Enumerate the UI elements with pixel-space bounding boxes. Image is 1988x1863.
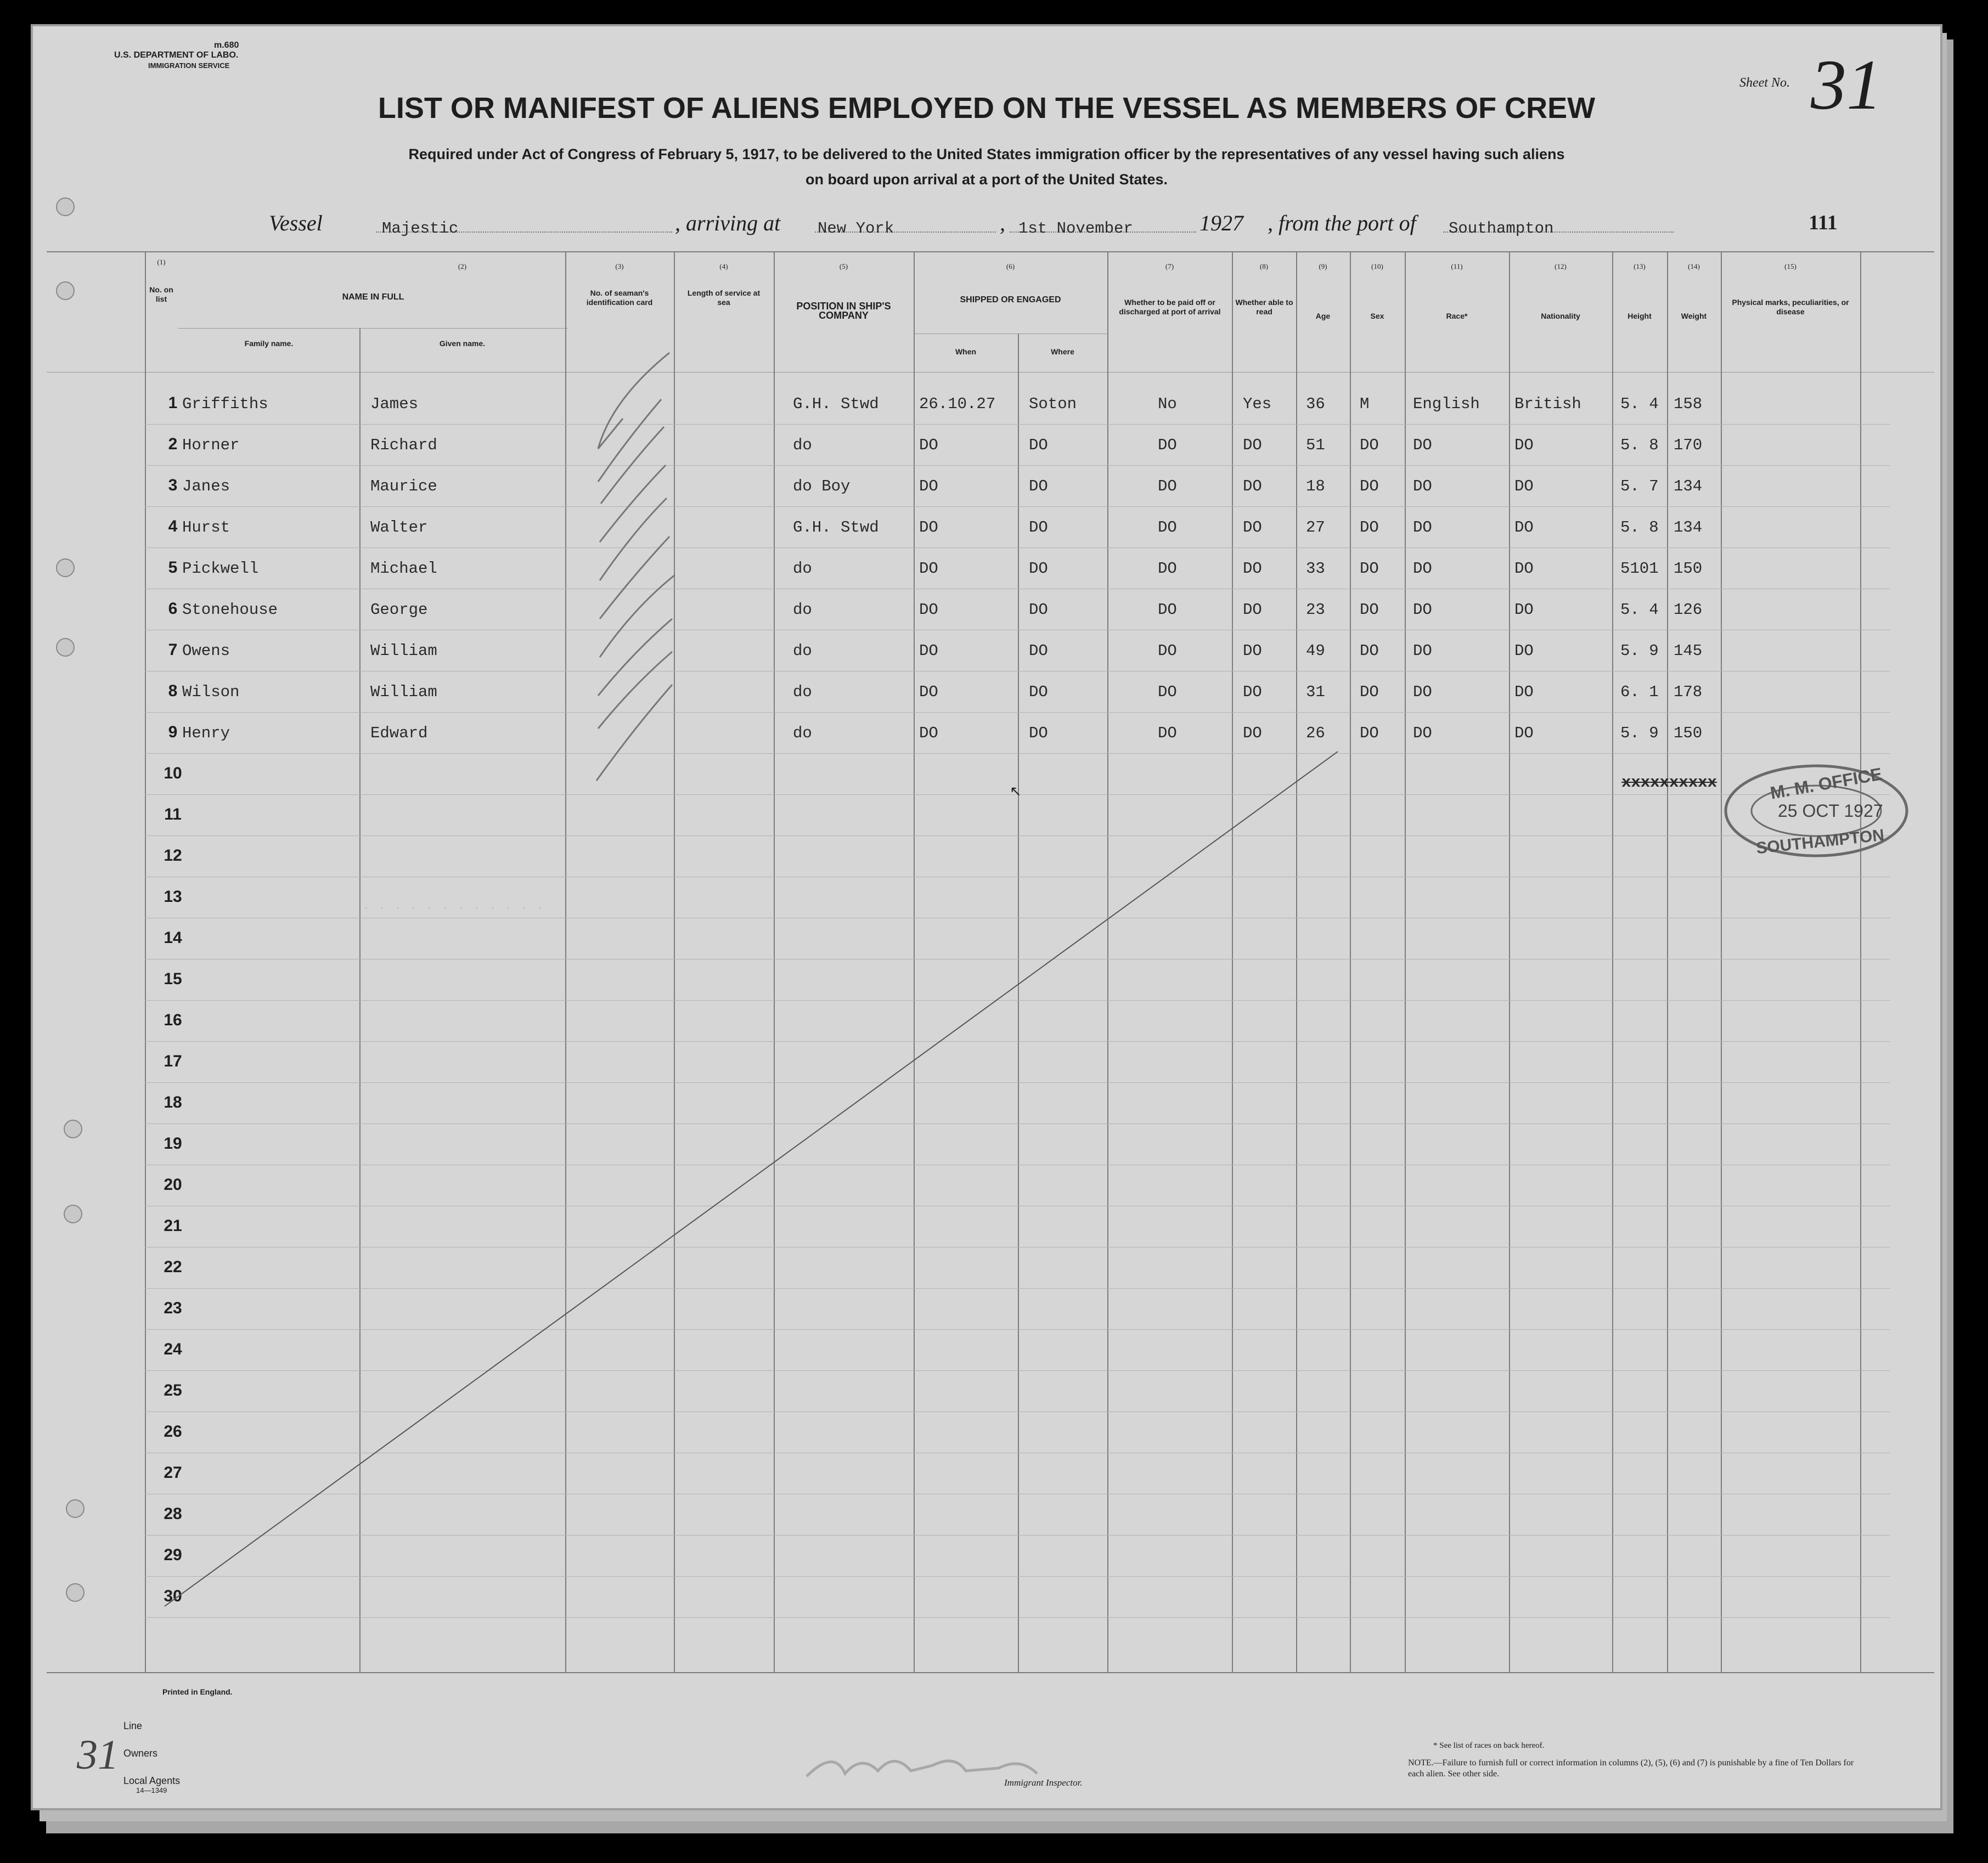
col-header-age: Age: [1315, 312, 1331, 320]
paid-off-cell: DO: [1158, 477, 1177, 495]
position-cell: G.H. Stwd: [793, 518, 879, 537]
handwritten-page-mark: 31: [77, 1732, 119, 1778]
col-header-sex: Sex: [1370, 312, 1384, 320]
given-name-cell: Maurice: [370, 477, 437, 495]
binder-hole: [56, 558, 75, 577]
row-number: 1: [168, 394, 178, 412]
height-cell: 5. 4: [1620, 601, 1659, 619]
position-cell: do: [793, 642, 812, 660]
struck-entry: xxxxxxxxxx: [1621, 774, 1717, 792]
given-name-cell: Edward: [370, 724, 428, 742]
race-cell: DO: [1413, 642, 1432, 660]
paid-off-cell: DO: [1158, 683, 1177, 701]
row-number: 11: [164, 805, 182, 823]
race-cell: DO: [1413, 518, 1432, 537]
nationality-cell: DO: [1514, 642, 1534, 660]
position-cell: G.H. Stwd: [793, 395, 879, 413]
col-header-name: NAME IN FULL: [342, 292, 404, 302]
row-number: 7: [168, 641, 178, 659]
nationality-cell: DO: [1514, 724, 1534, 742]
col-header-weight: Weight: [1681, 312, 1707, 320]
row-number: 24: [164, 1340, 182, 1358]
col-header-length-service: Length of service at sea: [687, 289, 761, 307]
row-number: 17: [164, 1052, 182, 1070]
height-cell: 5. 9: [1620, 724, 1659, 742]
weight-cell: 170: [1674, 436, 1703, 454]
age-cell: 23: [1306, 601, 1325, 619]
paid-off-cell: DO: [1158, 601, 1177, 619]
col-header-height: Height: [1627, 312, 1652, 320]
height-cell: 5. 8: [1620, 518, 1659, 537]
race-cell: DO: [1413, 683, 1432, 701]
position-cell: do: [793, 683, 812, 701]
row-number: 13: [164, 888, 182, 906]
sex-cell: DO: [1360, 601, 1379, 619]
row-number: 16: [164, 1011, 182, 1029]
cancel-diagonal-line: [33, 26, 1940, 1808]
row-number: 4: [168, 517, 178, 535]
subtitle-line2: on board upon arrival at a port of the United States.: [805, 171, 1168, 188]
shipped-when-cell: DO: [919, 560, 938, 578]
family-name-cell: Wilson: [182, 683, 240, 701]
form-number: m.680: [214, 41, 239, 50]
row-number: 28: [164, 1505, 182, 1523]
row-number: 10: [164, 764, 182, 782]
manifest-sheet: m.680 U.S. DEPARTMENT OF LABO. IMMIGRATION SERVICE Sheet No. 31 LIST OR MANIFEST OF ALIENS EMPLOYED ON THE VESSEL AS MEMBERS OF CREW Required under Act of Congress of February 5, 1917, to be delivered to the United States immigration officer by the representatives of any vessel having such aliens on board upon arrival at a port of the United States. Vessel Majestic , arriving at New York , 1st November 1927 , from the port of Southampton 111 (1) (2) (3) (4) (5) (6) (7) (8) (9) (10) (11) (12) (13) (14) (15) No. on list NAME IN FULL Family name. Given name. No. of seaman's identification card Length of service at sea POSITION IN SHIP'S COMPANY SHIPPED OR ENGAGED When Where Whether to be paid off or discharged at port of arrival Whether able to read Age Sex Race* Nationality Height Weight Physical marks, peculiarities, or disease 1 2 3 4 5 6 7 8 9 10 11 12 13 14 15 16 17 18 19 20 21 22 23 24 25 26 27 28 29 30 Griffiths James G.H. Stwd 26.10.27 Soton No Yes 36 M English British 5. 4 158 Horner Richard do DO DO DO DO 51 DO DO DO 5. 8 170 Janes Maurice do Boy DO DO DO DO 18 DO DO DO 5. 7 134 Hurst Walter G.H. Stwd DO DO DO DO 27 DO DO DO 5. 8 134 Pickwell Michael do DO DO DO DO 33 DO DO DO 5101 150 Stonehouse George do DO DO DO DO 23 DO DO DO 5. 4 126 Owens William do DO DO DO DO 49 DO DO DO 5. 9 145 Wilson William do DO DO DO DO 31 DO DO DO 6. 1 178 Henry Edward do DO DO DO DO 26 DO DO DO 5. 9 150 ↖ xxxxxxxxxx M. M. OFFICE 25 OCT 1927 SOUTHAMPTON . . . . . . . . . . . . Printed in England. Line Owners Local Agents 14—1349 Immigrant Inspector. 31 * See list of races on back hereof. NOTE.—Failure to furnish full or correct information in columns (2), (5), (6) and (7) is punishable by a fine of Ten Dollars for each alien. See other side.: [33, 26, 1940, 1808]
able-to-read-cell: DO: [1243, 518, 1262, 537]
shipped-where-cell: DO: [1029, 436, 1048, 454]
paid-off-cell: DO: [1158, 560, 1177, 578]
arriving-at-label: , arriving at: [675, 211, 781, 235]
weight-cell: 145: [1674, 642, 1703, 660]
position-cell: do: [793, 560, 812, 578]
form-code: 14—1349: [136, 1786, 167, 1794]
shipped-when-cell: DO: [919, 601, 938, 619]
col-header-given-name: Given name.: [439, 339, 486, 348]
age-cell: 36: [1306, 395, 1325, 413]
line-label: Line: [123, 1720, 143, 1731]
sex-cell: DO: [1360, 560, 1379, 578]
position-cell: do: [793, 601, 812, 619]
row-number: 15: [164, 970, 182, 988]
shipped-where-cell: DO: [1029, 518, 1048, 537]
shipped-when-cell: DO: [919, 642, 938, 660]
sex-cell: DO: [1360, 518, 1379, 537]
height-cell: 5101: [1620, 560, 1659, 578]
shipped-where-cell: DO: [1029, 724, 1048, 742]
row-number: 27: [164, 1464, 182, 1482]
age-cell: 49: [1306, 642, 1325, 660]
given-name-cell: James: [370, 395, 419, 413]
shipped-when-cell: DO: [919, 518, 938, 537]
department-name: U.S. DEPARTMENT OF LABO.: [114, 50, 239, 60]
row-number: 22: [164, 1258, 182, 1276]
row-number: 25: [164, 1381, 182, 1399]
binder-hole: [66, 1499, 85, 1518]
subtitle-line1: Required under Act of Congress of February 5, 1917, to be delivered to the United States immigration officer by the representatives of any vessel having such aliens: [408, 146, 1565, 162]
race-cell: DO: [1413, 477, 1432, 495]
height-cell: 5. 7: [1620, 477, 1659, 495]
weight-cell: 134: [1674, 518, 1703, 537]
owners-label: Owners: [123, 1748, 158, 1759]
given-name-cell: George: [370, 601, 428, 619]
row-number: 20: [164, 1176, 182, 1194]
weight-cell: 126: [1674, 601, 1703, 619]
row-number: 8: [168, 682, 178, 700]
height-cell: 5. 8: [1620, 436, 1659, 454]
row-number: 3: [168, 476, 178, 494]
shipped-where-cell: DO: [1029, 683, 1048, 701]
row-number: 6: [168, 600, 178, 618]
race-cell: DO: [1413, 724, 1432, 742]
local-agents-label: Local Agents: [123, 1775, 181, 1786]
col-header-when: When: [955, 347, 977, 356]
shipped-when-cell: DO: [919, 436, 938, 454]
weight-cell: 150: [1674, 724, 1703, 742]
row-number: 30: [164, 1587, 182, 1605]
age-cell: 18: [1306, 477, 1325, 495]
race-footnote: * See list of races on back hereof.: [1433, 1741, 1545, 1750]
arrival-port: New York: [818, 219, 894, 238]
age-cell: 26: [1306, 724, 1325, 742]
age-cell: 51: [1306, 436, 1325, 454]
nationality-cell: DO: [1514, 601, 1534, 619]
able-to-read-cell: DO: [1243, 724, 1262, 742]
position-cell: do Boy: [793, 477, 851, 495]
able-to-read-cell: DO: [1243, 560, 1262, 578]
col-header-read: Whether able to read: [1235, 298, 1293, 316]
binder-hole: [56, 638, 75, 657]
sex-cell: DO: [1360, 436, 1379, 454]
vessel-name: Majestic: [382, 219, 459, 238]
family-name-cell: Owens: [182, 642, 230, 660]
office-stamp: M. M. OFFICE 25 OCT 1927 SOUTHAMPTON: [1717, 756, 1915, 866]
row-number: 29: [164, 1546, 182, 1564]
arrival-date: 1st November: [1018, 219, 1133, 238]
able-to-read-cell: Yes: [1243, 395, 1272, 413]
nationality-cell: DO: [1514, 560, 1534, 578]
sex-cell: M: [1360, 395, 1370, 413]
paid-off-cell: DO: [1158, 436, 1177, 454]
shipped-where-cell: DO: [1029, 601, 1048, 619]
row-number: 26: [164, 1422, 182, 1441]
nationality-cell: DO: [1514, 477, 1534, 495]
row-number: 19: [164, 1134, 182, 1153]
sheet-number: 31: [1811, 46, 1882, 125]
age-cell: 27: [1306, 518, 1325, 537]
binder-hole: [64, 1205, 82, 1223]
sex-cell: DO: [1360, 642, 1379, 660]
paid-off-cell: DO: [1158, 518, 1177, 537]
row-number: 14: [164, 929, 182, 947]
row-number: 21: [164, 1217, 182, 1235]
row-number: 5: [168, 558, 178, 577]
binder-hole: [64, 1120, 82, 1138]
binder-hole: [66, 1583, 85, 1602]
family-name-cell: Janes: [182, 477, 230, 495]
able-to-read-cell: DO: [1243, 683, 1262, 701]
shipped-when-cell: DO: [919, 477, 938, 495]
family-name-cell: Pickwell: [182, 560, 259, 578]
shipped-where-cell: DO: [1029, 642, 1048, 660]
race-cell: English: [1413, 395, 1480, 413]
printed-in-england: Printed in England.: [162, 1687, 233, 1696]
height-cell: 5. 9: [1620, 642, 1659, 660]
shipped-when-cell: 26.10.27: [919, 395, 996, 413]
shipped-where-cell: Soton: [1029, 395, 1077, 413]
sex-cell: DO: [1360, 724, 1379, 742]
given-name-cell: Walter: [370, 518, 428, 537]
col-header-where: Where: [1051, 347, 1074, 356]
service-name: IMMIGRATION SERVICE: [148, 61, 230, 70]
vessel-label: Vessel: [269, 211, 323, 235]
paid-off-cell: No: [1158, 395, 1177, 413]
sex-cell: DO: [1360, 477, 1379, 495]
shipped-when-cell: DO: [919, 724, 938, 742]
given-name-cell: William: [370, 683, 437, 701]
family-name-cell: Griffiths: [182, 395, 268, 413]
weight-cell: 178: [1674, 683, 1703, 701]
nationality-cell: British: [1514, 395, 1581, 413]
position-cell: do: [793, 724, 812, 742]
race-cell: DO: [1413, 436, 1432, 454]
page-title: LIST OR MANIFEST OF ALIENS EMPLOYED ON THE VESSEL AS MEMBERS OF CREW: [378, 92, 1596, 125]
able-to-read-cell: DO: [1243, 601, 1262, 619]
age-cell: 33: [1306, 560, 1325, 578]
paid-off-cell: DO: [1158, 724, 1177, 742]
departure-port: Southampton: [1449, 219, 1554, 238]
given-name-cell: Richard: [370, 436, 437, 454]
race-cell: DO: [1413, 560, 1432, 578]
height-cell: 5. 4: [1620, 395, 1659, 413]
height-cell: 6. 1: [1620, 683, 1659, 701]
family-name-cell: Stonehouse: [182, 601, 278, 619]
shipped-where-cell: DO: [1029, 560, 1048, 578]
age-cell: 31: [1306, 683, 1325, 701]
family-name-cell: Horner: [182, 436, 240, 454]
shipped-when-cell: DO: [919, 683, 938, 701]
row-number: 23: [164, 1299, 182, 1317]
binder-hole: [56, 197, 75, 216]
able-to-read-cell: DO: [1243, 436, 1262, 454]
shipped-where-cell: DO: [1029, 477, 1048, 495]
race-cell: DO: [1413, 601, 1432, 619]
binder-hole: [56, 281, 75, 300]
sheet-no-label: Sheet No.: [1739, 76, 1790, 90]
position-cell: do: [793, 436, 812, 454]
from-port-label: , from the port of: [1268, 211, 1416, 235]
arrival-year: 1927: [1199, 211, 1243, 235]
col-header-id-card: No. of seaman's identification card: [586, 289, 653, 307]
able-to-read-cell: DO: [1243, 642, 1262, 660]
col-header-position: POSITION IN SHIP'S COMPANY: [796, 301, 891, 321]
given-name-cell: William: [370, 642, 437, 660]
col-header-race: Race*: [1446, 312, 1468, 320]
stray-mark: ↖: [1010, 783, 1022, 799]
inspector-label: Immigrant Inspector.: [1004, 1777, 1083, 1788]
sheet-code: 111: [1809, 211, 1838, 234]
row-number: 2: [168, 435, 178, 453]
row-number: 12: [164, 846, 182, 865]
col-header-family-name: Family name.: [244, 339, 294, 348]
bleed-through-text: . . . . . . . . . . . .: [362, 899, 544, 913]
col-header-paid-off: Whether to be paid off or discharged at port of arrival: [1119, 298, 1221, 316]
given-name-cell: Michael: [370, 560, 437, 578]
weight-cell: 134: [1674, 477, 1703, 495]
failure-note: NOTE.—Failure to furnish full or correct information in columns (2), (5), (6) and (7) is punishable by a fine of Ten Dollars for each alien. See other side.: [1408, 1758, 1854, 1779]
family-name-cell: Henry: [182, 724, 230, 742]
weight-cell: 150: [1674, 560, 1703, 578]
able-to-read-cell: DO: [1243, 477, 1262, 495]
sex-cell: DO: [1360, 683, 1379, 701]
paid-off-cell: DO: [1158, 642, 1177, 660]
col-header-no: No. on list: [149, 285, 173, 303]
weight-cell: 158: [1674, 395, 1703, 413]
col-header-shipped: SHIPPED OR ENGAGED: [960, 295, 1061, 304]
nationality-cell: DO: [1514, 436, 1534, 454]
row-number: 18: [164, 1093, 182, 1111]
nationality-cell: DO: [1514, 683, 1534, 701]
nationality-cell: DO: [1514, 518, 1534, 537]
family-name-cell: Hurst: [182, 518, 230, 537]
col-header-physical-marks: Physical marks, peculiarities, or disease: [1732, 298, 1849, 316]
col-header-nationality: Nationality: [1541, 312, 1580, 320]
row-number: 9: [168, 723, 178, 741]
